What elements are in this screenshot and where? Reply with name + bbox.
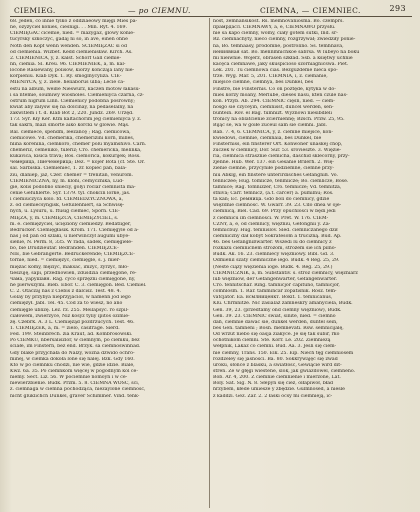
text-line: wełpnik, Lakaz co ciemni. Bud. Aa. 3. Jeśli się ciem- xyxy=(213,344,337,350)
text-line: nie sa kapo ciemny, womy, ciały gotem sutki, Ind. sr- xyxy=(213,31,338,37)
text-line: Finstre, bie Finsternis. Co on poztęde, kytyka w do- xyxy=(213,86,336,92)
text-line: tronicy na oblatcienie zcierniennę; Bzsch. Przw. 25, 95. xyxy=(213,117,345,123)
text-line: Bedrücker. Ciemięgłasik. Krom. 171. Ciemięgyle od a- xyxy=(10,227,139,233)
text-line: hlina korenina, ciemkoró, chemer polu myamshivo. Carn. xyxy=(10,141,147,147)
text-line: zienie ciemne, przycyniłe podziemne, ciemne przy- xyxy=(213,166,334,172)
text-line: Gen. 39. 23. CIEMNIĆ swiat, sinite, nied. = ciemno xyxy=(213,313,336,319)
text-line: uroku, słonce z blasku, a światłość, Gewiącie wird dit- xyxy=(213,362,342,368)
text-line: Fed. 199. Steinbrech. zia Kraut, ad. Kombrosowski. xyxy=(10,332,133,338)
header-rule xyxy=(10,16,412,17)
text-line: rozdzeley się jasności. Ba. 80. Sokkrywajęc się zwad xyxy=(213,356,338,362)
text-line: miejsce ciemne, ciemnya, bes Dunkel, bes xyxy=(213,80,314,86)
text-line: kukavica, kisica trava; Bos. ciemorica, kokurijek; Ross. xyxy=(10,154,141,160)
header-right-range: CIEMNA, — CIEMNIEC. xyxy=(260,6,361,15)
text-line: na, Bo. temhaasy, prodomne, postrolino. Ss. temhnava, xyxy=(213,43,344,49)
text-line: rozkazu ciemnicnem stróżom, strozem sie ich pilno- xyxy=(213,246,337,252)
text-line: чама, уарушавн. Rag. cyco sprzęzni ciemięgone, ny, xyxy=(10,276,136,282)
text-line: прамрдасл. CIEMNAWY, a, e, CIEMNAWO przysłu. xyxy=(213,25,336,31)
text-line: ciałowem, zwierzyce, Niż kosyz tyliy ipitos ozimie- xyxy=(10,313,130,319)
text-line: Gen. 39, 23. (przedtamy ond ciemny więźniów), Budk. xyxy=(213,307,342,313)
text-line: kon. Przyb. Ab. 294. CIEMNIC cięsn, nied. — ciem- xyxy=(213,98,335,104)
text-line: ciemicowe. Vd. chemerika, chemerizini korn, milles, xyxy=(10,135,135,141)
text-line: Lek. 201. Tu ciemnowa ciaś. Bezguzdeme nieca spo- xyxy=(213,68,338,74)
text-line: Cro. tennitschar. Ring. tamnicjor capituno, tamnicjor, xyxy=(213,283,340,289)
text-line: więźdnie ciemnosc. W. Gwarr. 39. 23. Cdo dnea w oje- xyxy=(213,203,342,209)
text-line: korpieniu. Klab Dyk. 1. Ry. smoglnycyliza. CIE- xyxy=(10,74,122,80)
text-line: 46. bes Gefängnißwärter. Wszedi lu do ciemnicy z xyxy=(213,240,332,246)
text-line: NIE, bie Gebrängerte. Bedrückerende; CIEMIĘZCE- xyxy=(10,252,135,258)
text-line: ne, ozyżyciel konieś, ciesnigi. . . Min. Ryt. 4. 169. xyxy=(10,25,127,31)
text-line: niemy. Sect. Liz. 56. W pociemnie nomoyn i w ce- xyxy=(10,375,128,381)
text-line: nost, zemnansikost. Rs. memnovaniosma. Bo. czemprs. xyxy=(213,19,344,24)
text-line: od ciemienia. Wiżbet. Kedd ciemienisław. Kirch. As. xyxy=(10,49,133,55)
text-line: trze. Wyg. Mar. 5, 201. CIEMNIA, i, z. ciemanie, xyxy=(213,74,328,80)
column-divider xyxy=(209,18,210,508)
text-line: ziu, dlaniep, jaz, Czer. chemer = trenitan, venurom. xyxy=(10,172,134,178)
text-line: stniva; Carr. temnicz, (a.t. carcer) a. pumilnu; Ros. xyxy=(213,190,334,196)
text-line: 2. CIEMIENICA, y, z. kalst. Schorf Gall ciemie- xyxy=(10,55,122,61)
text-line: tenniczee; Hug. tomlicze, tenmlicze; Bo. ciemlicze, Bose. xyxy=(213,178,349,184)
text-line: z kaddzi. Gez. Zar. 2. 2 łaski ocsy mi ciemnieją, ic- xyxy=(213,393,333,399)
text-line: nn, ciemia. Sl. Kreu. 96. CIEMIENIEK, a, m. kal- xyxy=(10,61,126,67)
text-line: kwiat aby zalysw się na dolcinay, na pedaselalny, na xyxy=(10,104,134,110)
text-line: tamnice; Rag. tomnizzer, Cro. temnicze; Vd. temnitza, xyxy=(213,184,342,190)
text-line: z. od ciemiecsyngisk, Gefüllenhiert, sa Schwisę- xyxy=(10,203,125,209)
text-line: cenie Gefühlerte. Syr. 1379. tyl. chokcin lorke, jas. xyxy=(10,190,131,196)
left-column xyxy=(10,19,207,509)
text-line: tucyrsky szkoczyć, gadaj ni so, in ave, einen ohne xyxy=(10,37,128,43)
text-line: Rz. ciemnachyty, nieco ciemny, rozgrzywał; zwiedziły ponie- xyxy=(213,37,356,43)
text-line: нениявная sat. Bo. mennmnichkoe sabrsa. W lubeyo na boku xyxy=(213,49,360,55)
text-line: ochotnikom ciemni. Ste. Korr. Le. 202. Ziemnieżą xyxy=(213,338,331,344)
text-line: Bijąc se, wa w goiłe zuceul sam sie ciemni. Jabl. xyxy=(213,123,328,129)
text-line: чемерица, Пиечемерица; Dez. = kojer Bota (cf. Ste. Or. xyxy=(10,160,145,166)
text-line: Kwz. 6a. 35. Po ciemnkom więcej w pogodnym kol ce- xyxy=(10,369,138,375)
text-line: ciemięgle ubliżę. Leż. rz. 255. Meilapsyc. ro szpil- xyxy=(10,307,129,313)
text-line: tak sakrn, mazi smorte aiko korcki w glowie. Mąs. xyxy=(10,123,130,129)
text-line: ta kan; Ec. ремница. Gdo boli do ciemnicy, gdzie xyxy=(213,197,330,203)
text-line: sienie, N. Perm. 8, 335. W rada, sadek, ciemięgiele- xyxy=(10,240,133,246)
text-line: chemeriz, cemeniko, tuleriz; Cro. chemericka, melinka, xyxy=(10,147,142,153)
text-line: kwiedowi, ciemnie, ciemnaia, bes Dunkel, bie xyxy=(213,135,322,141)
header-left-range: — po CIEMNU. xyxy=(128,6,191,15)
text-line: C. 2. Otaczaj nas z Ciebis z dalcisz. Test. 48. 4. xyxy=(10,289,122,295)
text-line: Noth den Kopf wenn wenden. ŚCIEMIĘŻAĆ si od xyxy=(10,43,127,49)
text-line: comnlosm. 1. Rar. tammincar zopatisnik. Rosz. tem- xyxy=(213,289,337,295)
text-line: mi nieiwnie. Wojerz, obraśen szkład. Ssb. a księtwy uchnie xyxy=(213,55,353,61)
text-line: nie ciemny, Trans. 150. Elk. 25. Eip. Niech tęg ciemniosem xyxy=(213,350,354,356)
header-left-headword: CIEMIEG. xyxy=(14,6,56,15)
text-line: Klu. Chrmnitze. Nic zasialaź zamneskry amanyciela, Budk. xyxy=(213,301,353,307)
text-line: ciemniczny dał kobyt Sokratesom a trucizną. Bud. Ap. xyxy=(213,233,342,239)
text-line: mieś korzy moany, Merlube, dieses nasu, kten czule nas- xyxy=(213,92,348,98)
text-line: locone Rasiewany, polisów, kiorzy konczaja lahy nie- xyxy=(10,68,135,74)
text-line: 1. CIEMIĘZEK, a, m. = zielo, casifrage. Sierd. xyxy=(10,326,120,332)
text-line: minej, w ciemka dokoła lone się nalej. Bzk. Gdy 160. xyxy=(10,356,135,362)
text-line: bes Gen. tamneni ; Bosn. memnevati. Rsw. semnicijalę, xyxy=(213,326,344,332)
right-column xyxy=(213,19,410,509)
text-line: ciemięzył. Jabl. Tel. 45. Cód za to wiesz, no ano xyxy=(10,301,123,307)
text-line: ńrzybem, kłede umiesze y zbędzie. Gulmnosed, a niesle xyxy=(213,387,345,393)
text-line: estu na album, weiße Nieswurz, kaczen motow łakasu- xyxy=(10,86,141,92)
text-line: Od wrzut niebo się oasja ziakyce. Je się tak subir, rko xyxy=(213,332,340,338)
text-line: ściałe, im Finstern, bez end. Brzyk. sa ciemnoswinnad. xyxy=(10,344,141,350)
text-line: m. e. ciemiężyciel, uciężiony ciemiedzy. Bedätliger, xyxy=(10,221,132,227)
text-line: z ciemnicu im ciemności. W. Pret. W. 176. CIEM- xyxy=(213,215,329,221)
text-line: MIĘŻA, y, m. CIEMIĘZCA, CIEMIĘZYCIEL, s. xyxy=(10,215,119,221)
text-line: niu Abklg, ein finstere unterirdisches Gefängniß. Vo. xyxy=(213,172,339,178)
text-line: ciemnicą, Biel. Cad. 69. Przy opuchlości w będi jedi xyxy=(213,209,336,215)
text-line: Bab. 7. 4, 6. CIEMNICA, y, z. ciemne miejsce, kon- xyxy=(213,129,333,135)
text-line: 68. Jeden, co innie tylko z oddziaeowy mięgi Mieś pa- xyxy=(10,19,138,24)
text-line: CIEMIĘGAĆ cicemie, nied. = mazygaż, glowy konie- xyxy=(10,31,135,37)
text-line: ria, ciemnica strasznie ciemicha, daśchid sklecorny, przy- xyxy=(213,154,350,160)
text-line: Finsterniss, ein finsterer Ort. Konwoner unaskej chóp, xyxy=(213,141,343,147)
text-line: CZNY, a, e, od ciemnicy, więźniu, Geföngnii y. Za- xyxy=(213,221,331,227)
text-line: Boly. Sat. Sig. N. 8. Słepyn się cież, olłapiwoł, bład xyxy=(213,381,334,387)
text-line: temnicbuy. Hug. temnislov. Sled. ciemniczanego dził xyxy=(213,227,338,233)
text-line: kacęca ciemnawe, jaky skuspicioso szorniagnicswa. Piet. xyxy=(213,61,349,67)
text-line: nas j od pan od szlaki, u nierwinczył augumi ubye- xyxy=(10,233,130,239)
text-line: CIEMIENICZNA, ny, m. kloni, cemycznika, Lud- xyxy=(10,178,124,184)
text-line: zuczek w ciemnicy, Dor. Sur. 53. srovieszte. 3. Więzie- xyxy=(213,147,342,153)
text-line: zakwitlem i t. d. Klab Bot 2, 220. Jundz. 269. Urzęd. xyxy=(10,111,134,117)
text-line: i ciemiuczyca kolo. fd. CIEMIEDZYCZNOWA, a, xyxy=(10,197,124,203)
text-line: buntein. Rov. el Bag. tumnizt. Wyznowi niesibdleli xyxy=(213,111,332,117)
text-line: 173. Syr. Kły Ker. Ktm kaltachorim jeg ciemieniyca y. z. xyxy=(10,117,142,123)
text-line: miężać komy, męziyć, maksać, imżyć, źyrzyc, mło- xyxy=(10,264,129,270)
text-line: stren. Ze w głęgi wiestene, ślok, jak gwiazdowel, ciemneno. xyxy=(213,369,356,375)
text-line: i sa ntemie, soumiwy wiosnoles. Ciemieniyca czarna, cz- xyxy=(10,92,144,98)
text-line: niewierzbienie. Budk. Przm. 5. 8. CIEMNA WOSC, ści, xyxy=(10,381,140,387)
text-line: nych, u. Lysuru, u. ftusig ciemiec, Sporn. CIE- xyxy=(10,209,120,215)
text-line: żę. Czebrk. A. 3 L. Ciemiężąd pożdrzucych. Test. 46. xyxy=(10,319,135,325)
text-line: gie, kolis podobno śnieciy, golyi roclar ciemnista ma- xyxy=(10,184,136,190)
text-line: tieszuję, sapi, przednowien, zdusdzia ciemięgone, re- xyxy=(10,270,137,276)
text-line: nosgo sie czyceyin, ciemnisst, duncel werden, sen- xyxy=(213,104,334,110)
text-line: zjenne. Hub. Wer. 137. ein Gesanie Brilerh. 2. Wię- xyxy=(213,160,334,166)
text-line: bo, bie Drüdzieutar. Bedränden. CIEMIĘŻCE- xyxy=(10,246,119,252)
text-line: CIEMNICZNIK, a, m. Substantiv. s. stróż ciemnicy, więżniarz xyxy=(213,270,358,276)
text-line: ostrum nigrum Linn. Ciemienicy podobna posrowny; xyxy=(10,98,136,104)
text-line: Golay by przybya nieprzyjaciól, w namenn jod iego xyxy=(10,295,131,301)
text-line: Budk. Ak. 16. 23. ciemniecy więżniowy. Bibl. Gd. 3. xyxy=(213,252,335,258)
text-line: Gdy blake przyjchała do Nalży, wozna dźwido ochro- xyxy=(10,350,135,356)
text-line: (Neste ciąży więzienia ioge. Budk. 4. Reg. 25, 29.) xyxy=(213,264,333,270)
text-line: z. ciemnaga w ciemna pochodząca, niezaylone ciemność, xyxy=(10,387,146,393)
text-line: Bal. ciemiece, spendm, leeżancę ; Rag. ciemicowa, xyxy=(10,129,131,135)
page-number: 293 xyxy=(389,4,406,13)
text-line: Bob. Ar. 4, 200. Z ciemnie ciemnienie i mierzone, Lat. xyxy=(213,375,341,381)
text-line: tornie, nied. = ciemięzyc, ciemięgle, s. j. mier- xyxy=(10,258,121,264)
text-line: lub więźniów, der Gefangenwärter, Gefangenwärter. xyxy=(213,276,338,282)
text-line: Po CIEMKU, nbersaliszlor, w ciemnym, po ciemku, bez xyxy=(10,338,140,344)
text-line: sal. Sarbiska. Ciemieniec, 1. zr. kopiec pan, bala- xyxy=(10,166,127,172)
text-line: MIENIYCA, y, z. ziele. heliaborus ulba; Lecie ca- xyxy=(10,80,125,86)
text-line: Odmienil szaty ciemniczne iego. Budk. 4 Reg. 25, 29. xyxy=(213,258,340,264)
text-line: Kto w po ciemnku chodzi, nie wie, gdzie idzie. Biale, xyxy=(10,362,135,368)
text-line: vatcjator. Ea. нсмлниценкт. Bokit. 1. temnicanus, xyxy=(213,295,333,301)
text-line: nicht glüklichch Dunkel, graver Schimmer. Vind. tenk- xyxy=(10,393,140,399)
text-line: ńe pierwszymi. Bieb. Ebor. C. 3. ciemięgon. Bed. Ciemiel. xyxy=(10,283,147,289)
text-line: dań, ciemnie dawać sie, dunkel werden, duntel sein, xyxy=(213,319,338,325)
